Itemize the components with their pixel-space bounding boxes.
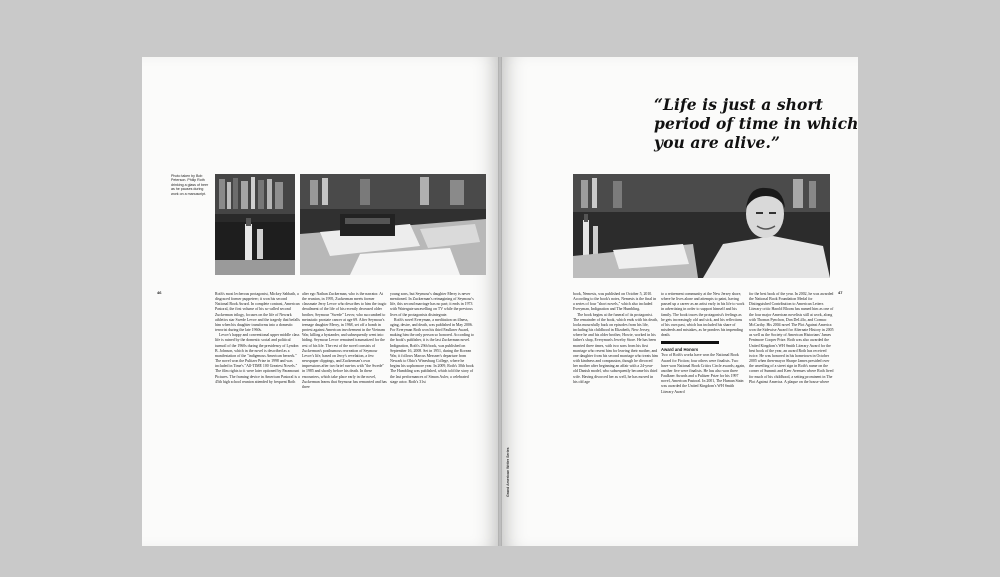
paragraph: Roth's novel Everyman, a meditation on illness, aging, desire, and death, was published in May 2006. For Everyman Roth won his third Faulkner Award, making him the only person so honored. According to the book's publisher, it is the last Zuckerman novel. Indignation, Roth's 29th book, was published on September 16, 2008. Set in 1951, during the Korean War, it follows Marcus Messner's departure from Newark to Ohio's Winesburg College, where he begins his sophomore year. In 2009, Roth's 30th book The Humbling was published, which told the story of the last performances of Simon Axler, a celebrated stage actor. Roth's 31st	[390, 317, 474, 384]
right-column-3	[749, 292, 834, 517]
section-rule	[661, 341, 719, 344]
right-page	[500, 57, 858, 546]
paragraph: Two of Roth's works have won the National Book Award for Fiction; four others were finalists. Two have won National Book Critics Circle awards; again, another five were finalists. He has also won three Faulkner Awards and a Pulitzer Prize for his 1997 novel, American Pastoral. In 2001, The Human Stain was awarded the United Kingdom's WH Smith Literary Award	[661, 353, 746, 394]
spine-gutter	[498, 57, 502, 546]
paragraph: for the best book of the year. In 2002, he was awarded the National Book Foundation Medal for Distinguished Contribution to American Letters Literary critic Harold Bloom has named him as one of the four major American novelists still at work, along with Thomas Pynchon, Don DeLillo, and Cormac McCarthy. His 2004 novel The Plot Against America won the Sidewise Award for Alternate History in 2005 as well as the Society of American Historians' James Fenimore Cooper Prize. Roth was also awarded the United Kingdom's WH Smith Literary Award for the best book of the year, an award Roth has received twice. He was honored in his hometown in October 2005 when then-mayor Sharpe James presided over the unveiling of a street sign in Roth's name on the corner of Summit and Keer Avenues where Roth lived for much of his childhood, a setting prominent in The Plot Against America. A plaque on the house where	[749, 292, 834, 384]
photo-bookshelf	[215, 174, 295, 275]
left-column-3	[390, 292, 475, 517]
paragraph: The book begins at the funeral of its protagonist. The remainder of the book, which ends with his death, looks mournfully back on episodes from his life, including his childhood in Elizabeth, New Jersey, where he and his older brother, Howie, worked in his father's shop, Everyman's Jewelry Store. He has been married three times, with two sons from his first marriage who resent him for leaving their mother, and one daughter from his second marriage who treats him with kindness and compassion, though he divorced her mother after beginning an affair with a 24-year-old Danish model, who subsequently became his third wife. Having divorced her as well, he has moved in his old age	[573, 312, 658, 384]
left-column-2	[302, 292, 387, 517]
paragraph: book, Nemesis, was published on October 5, 2010. According to the book's notes, Nemesis is the final in a series of four "short novels," which also included Everyman, Indignation and The Humbling.	[573, 292, 657, 312]
left-column-1	[215, 292, 300, 517]
photo-desk	[300, 174, 486, 275]
paragraph: Levov's happy and conventional upper middle class life is ruined by the domestic social and political turmoil of the 1960s during the presidency of Lyndon B. Johnson, which in the novel is described as a manifestation of the "indigenous American berserk." The novel won the Pulitzer Prize in 1998 and was included in Time's "All-TIME 100 Greatest Novels." The film rights to it were later optioned by Paramount Pictures. The framing device in American Pastoral is a 45th high school reunion attended by frequent Roth	[215, 333, 300, 384]
right-column-2	[661, 292, 746, 517]
paragraph: to a retirement community at the New Jersey shore, where he lives alone and attempts to paint, having passed up a career as an artist early in his life to work in advertising in order to support himself and his family. The book traces the protagonist's feelings as he gets increasingly old and sick, and his reflections of his own past, which has included his share of misdeeds and mistakes, as he ponders his impending death.	[661, 292, 745, 338]
paragraph: Roth's most lecherous protagonist, Mickey Sabbath, a disgraced former puppeteer; it won his second National Book Award. In complete contrast, American Pastoral, the first volume of his so-called second Zuckerman trilogy, focuses on the life of Newark athletics star Swede Levov and the tragedy that befalls him when his daughter transforms into a domestic terrorist during the late 1960s.	[215, 292, 300, 333]
magazine-spread	[142, 57, 858, 546]
section-heading: Award and Honors	[661, 347, 699, 353]
paragraph: young sons, but Seymour's daughter Merry is never mentioned. In Zuckerman's reimagining of Seymour's life, this second marriage has no part; it ends in 1973 with Watergate unravelling on TV while the previous lives of the protagonists disintegrate.	[390, 292, 474, 317]
photo-caption: Photo taken by Bob Peterson. Philip Roth drinking a glass of beer as he pauses during work on a manuscript.	[171, 174, 209, 196]
right-column-1	[573, 292, 658, 517]
paragraph: alter ego Nathan Zuckerman, who is the narrator. At the reunion, in 1995, Zuckerman meets former classmate Jerry Levov who describes to him the tragic derailment of the life of his recently deceased older brother, Seymour "Swede" Levov, who succumbed to metastatic prostate cancer at age 69. After Seymour's teenage daughter Merry, in 1968, set off a bomb in protest against American involvement in the Vietnam War, killing a bystander, and subsequently went into hiding. Seymour Levov remained traumatized for the rest of his life. The rest of the novel consists of Zuckerman's posthumous recreation of Seymour Levov's life, based on Jerry's revelation, a few newspaper clippings, and Zuckerman's own impressions after two brief run-ins with "the Swede" in 1985 and shortly before his death. In these encounters, which take place early in the novel, Zuckerman learns that Seymour has remarried and has three	[302, 292, 387, 389]
left-page	[142, 57, 500, 546]
pull-quote: “Life is just a short period of time in which you are alive.”	[654, 95, 858, 152]
photo-portrait	[573, 174, 830, 278]
spine-text: Grand American Writer Series	[506, 447, 510, 497]
page-number-right: 47	[838, 290, 843, 295]
page-number-left: 46	[157, 290, 162, 295]
